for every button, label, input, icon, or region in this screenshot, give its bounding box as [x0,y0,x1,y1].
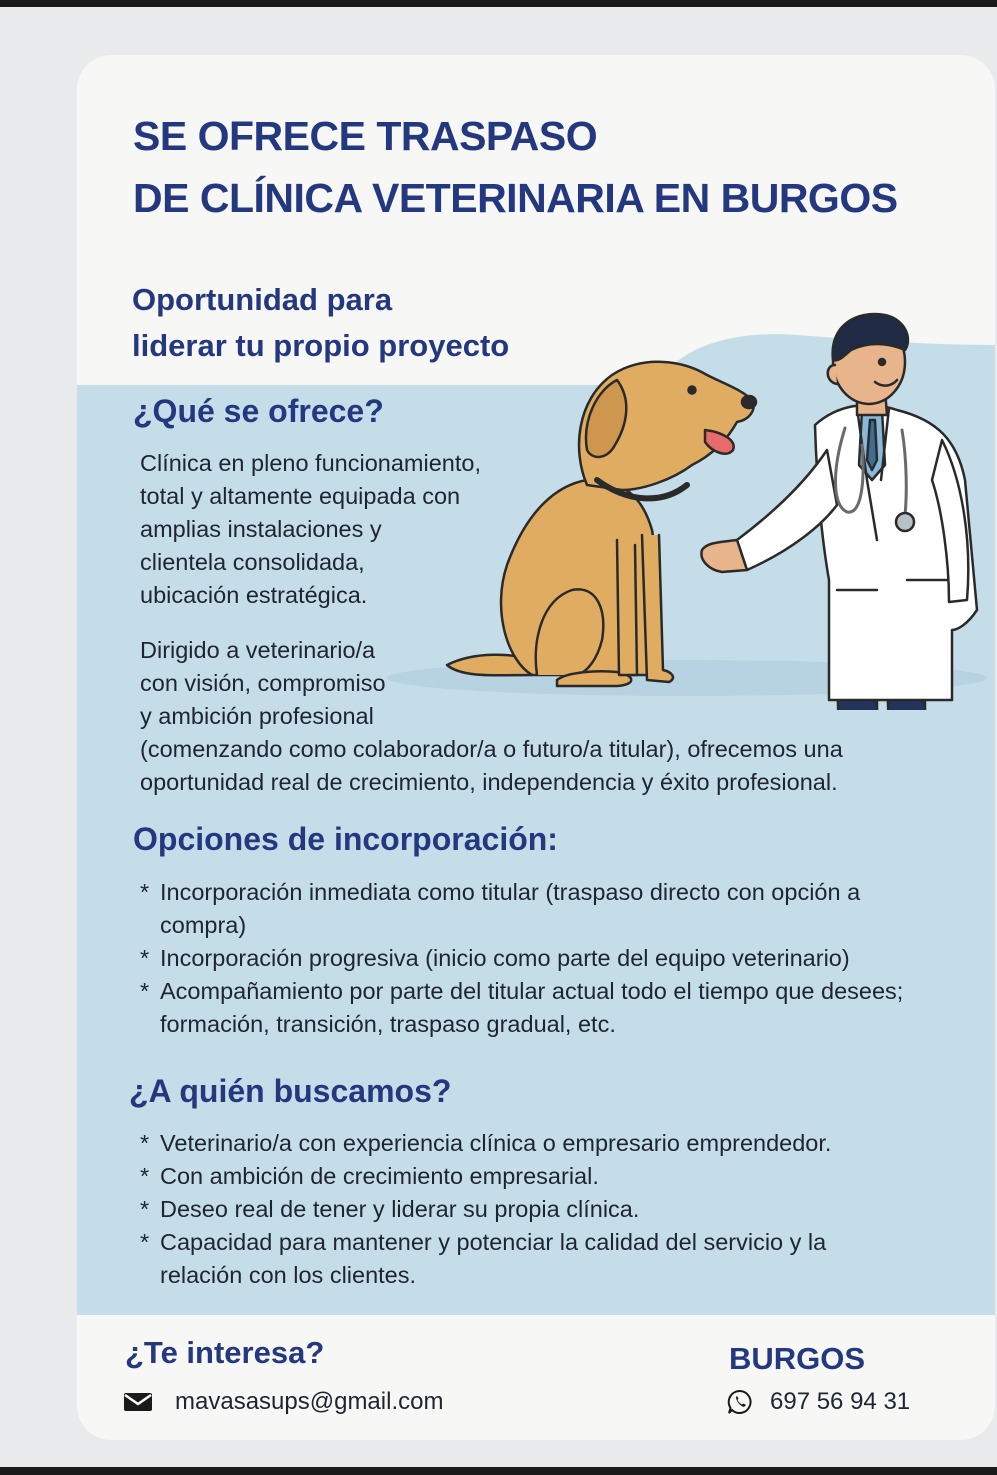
list-item: * Acompañamiento por parte del titular actual todo el tiempo que desees; formación, transición, traspaso gradual, etc. [140,975,920,1041]
target-line: (comenzando como colaborador/a o futuro/a titular), ofrecemos una [140,736,843,762]
phone-contact[interactable] [727,1388,910,1416]
email-contact[interactable] [123,1388,443,1416]
offer-heading: ¿Qué se ofrece? [133,393,384,429]
city-label: BURGOS [729,1341,866,1376]
envelope-icon [123,1391,153,1413]
target-line: con visión, compromiso [140,670,386,696]
offer-line: clientela consolidada, [140,549,365,575]
email-address[interactable]: mavasasups@gmail.com [175,1388,444,1415]
top-edge-bar [0,0,997,7]
target-description [140,634,843,799]
options-heading: Opciones de incorporación: [133,821,558,857]
flyer-card [77,55,995,1440]
phone-number[interactable]: 697 56 94 31 [770,1388,911,1415]
page-title [133,105,898,229]
offer-line: ubicación estratégica. [140,582,368,608]
list-item: * Capacidad para mantener y potenciar la calidad del servicio y la relación con los clientes. [140,1226,900,1292]
whatsapp-icon [727,1389,753,1415]
bottom-edge-bar [0,1467,997,1475]
list-item: * Deseo real de tener y liderar su propia clínica. [140,1193,900,1226]
list-item: * Incorporación inmediata como titular (traspaso directo con opción a compra) [140,876,950,942]
seeking-list [140,1127,900,1292]
target-line: y ambición profesional [140,703,374,729]
offer-line: Clínica en pleno funcionamiento, [140,450,481,476]
cta-heading: ¿Te interesa? [125,1335,325,1370]
offer-line: total y altamente equipada con [140,483,461,509]
target-line: oportunidad real de crecimiento, independencia y éxito profesional. [140,769,838,795]
list-item: * Con ambición de crecimiento empresarial. [140,1160,900,1193]
subtitle-line-2: liderar tu propio proyecto [132,328,510,363]
title-line-1: SE OFRECE TRASPASO [133,113,598,159]
offer-description [140,447,481,612]
subtitle-line-1: Oportunidad para [132,282,393,317]
seeking-heading: ¿A quién buscamos? [129,1073,452,1109]
title-line-2: DE CLÍNICA VETERINARIA EN BURGOS [133,175,898,221]
list-item: * Veterinario/a con experiencia clínica o empresario emprendedor. [140,1127,900,1160]
options-list [140,876,950,1041]
list-item: * Incorporación progresiva (inicio como parte del equipo veterinario) [140,942,950,975]
offer-line: amplias instalaciones y [140,516,382,542]
target-line: Dirigido a veterinario/a [140,637,376,663]
